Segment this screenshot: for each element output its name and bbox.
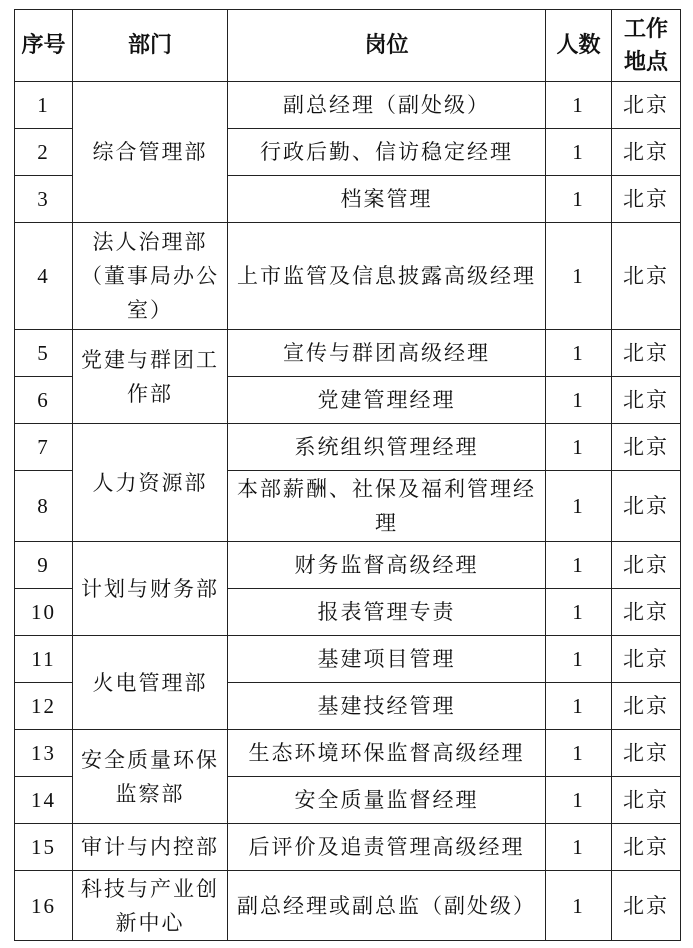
row-location: 北京 <box>612 589 681 636</box>
table-body <box>15 82 681 941</box>
row-count: 1 <box>546 471 612 542</box>
row-seq: 16 <box>15 871 73 941</box>
row-seq: 2 <box>15 129 73 176</box>
header-location: 工作地点 <box>612 10 681 82</box>
header-count: 人数 <box>546 10 612 82</box>
row-post: 党建管理经理 <box>228 377 546 424</box>
table-row <box>15 424 681 471</box>
table-row <box>15 636 681 683</box>
row-post: 档案管理 <box>228 176 546 223</box>
row-post: 生态环境环保监督高级经理 <box>228 730 546 777</box>
row-dept: 法人治理部（董事局办公室） <box>73 223 228 330</box>
row-count: 1 <box>546 871 612 941</box>
row-seq: 7 <box>15 424 73 471</box>
row-dept: 计划与财务部 <box>73 542 228 636</box>
row-count: 1 <box>546 777 612 824</box>
row-count: 1 <box>546 683 612 730</box>
row-seq: 6 <box>15 377 73 424</box>
row-location: 北京 <box>612 223 681 330</box>
row-post: 后评价及追责管理高级经理 <box>228 824 546 871</box>
row-count: 1 <box>546 424 612 471</box>
row-post: 行政后勤、信访稳定经理 <box>228 129 546 176</box>
row-dept: 审计与内控部 <box>73 824 228 871</box>
table-row <box>15 330 681 377</box>
row-post: 系统组织管理经理 <box>228 424 546 471</box>
row-seq: 15 <box>15 824 73 871</box>
row-location: 北京 <box>612 129 681 176</box>
row-seq: 1 <box>15 82 73 129</box>
table-row <box>15 871 681 941</box>
row-location: 北京 <box>612 683 681 730</box>
row-dept: 火电管理部 <box>73 636 228 730</box>
row-seq: 10 <box>15 589 73 636</box>
row-seq: 13 <box>15 730 73 777</box>
row-dept: 科技与产业创新中心 <box>73 871 228 941</box>
row-count: 1 <box>546 542 612 589</box>
row-count: 1 <box>546 223 612 330</box>
row-location: 北京 <box>612 542 681 589</box>
row-count: 1 <box>546 377 612 424</box>
header-post: 岗位 <box>228 10 546 82</box>
row-location: 北京 <box>612 777 681 824</box>
row-dept: 党建与群团工作部 <box>73 330 228 424</box>
row-location: 北京 <box>612 824 681 871</box>
table-row <box>15 824 681 871</box>
row-dept: 人力资源部 <box>73 424 228 542</box>
row-post: 上市监管及信息披露高级经理 <box>228 223 546 330</box>
row-post: 副总经理（副处级） <box>228 82 546 129</box>
row-count: 1 <box>546 589 612 636</box>
row-seq: 4 <box>15 223 73 330</box>
row-count: 1 <box>546 82 612 129</box>
row-count: 1 <box>546 129 612 176</box>
header-seq: 序号 <box>15 10 73 82</box>
row-count: 1 <box>546 730 612 777</box>
position-table <box>14 9 681 941</box>
row-seq: 8 <box>15 471 73 542</box>
table-row <box>15 82 681 129</box>
row-dept: 综合管理部 <box>73 82 228 223</box>
row-post: 基建技经管理 <box>228 683 546 730</box>
row-location: 北京 <box>612 636 681 683</box>
row-post: 安全质量监督经理 <box>228 777 546 824</box>
row-location: 北京 <box>612 82 681 129</box>
row-seq: 11 <box>15 636 73 683</box>
row-dept: 安全质量环保监察部 <box>73 730 228 824</box>
row-post: 本部薪酬、社保及福利管理经理 <box>228 471 546 542</box>
row-location: 北京 <box>612 330 681 377</box>
header-dept: 部门 <box>73 10 228 82</box>
row-count: 1 <box>546 824 612 871</box>
row-post: 宣传与群团高级经理 <box>228 330 546 377</box>
row-post: 财务监督高级经理 <box>228 542 546 589</box>
row-count: 1 <box>546 330 612 377</box>
table-header-row <box>15 10 681 82</box>
row-post: 副总经理或副总监（副处级） <box>228 871 546 941</box>
row-seq: 12 <box>15 683 73 730</box>
clipped-title-text <box>0 0 693 7</box>
row-post: 报表管理专责 <box>228 589 546 636</box>
row-location: 北京 <box>612 176 681 223</box>
row-seq: 5 <box>15 330 73 377</box>
row-location: 北京 <box>612 377 681 424</box>
table-row <box>15 730 681 777</box>
row-location: 北京 <box>612 730 681 777</box>
table-row <box>15 542 681 589</box>
row-count: 1 <box>546 636 612 683</box>
row-seq: 14 <box>15 777 73 824</box>
row-seq: 3 <box>15 176 73 223</box>
row-count: 1 <box>546 176 612 223</box>
row-location: 北京 <box>612 871 681 941</box>
row-post: 基建项目管理 <box>228 636 546 683</box>
table-row <box>15 223 681 330</box>
row-location: 北京 <box>612 471 681 542</box>
row-location: 北京 <box>612 424 681 471</box>
row-seq: 9 <box>15 542 73 589</box>
